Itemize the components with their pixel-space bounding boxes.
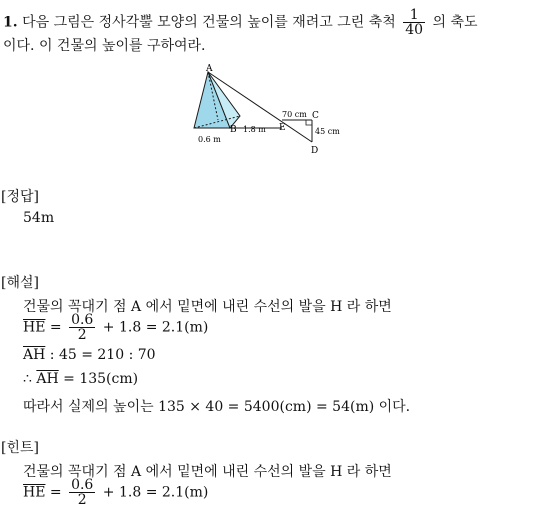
- hint-line-1: 건물의 꼭대기 점 A 에서 밑면에 내린 수선의 발을 H 라 하면: [23, 464, 392, 480]
- hint-equals-sign: =: [49, 484, 62, 501]
- fraction-denominator: 2: [77, 327, 87, 343]
- scale-fraction: [403, 8, 425, 37]
- hint-header: [힌트]: [1, 440, 39, 456]
- ah-segment: $\overline{AH}$: [23, 347, 46, 363]
- label-c: C: [312, 111, 319, 121]
- length-base: 0.6 m: [198, 135, 221, 144]
- answer-value: 54m: [23, 210, 55, 226]
- half-fraction: [69, 313, 95, 342]
- length-70cm: 70 cm: [282, 110, 307, 119]
- problem-number: 1.: [3, 14, 18, 31]
- hint-he-rest: + 1.8 = 2.1(m): [102, 484, 209, 501]
- ah-ratio-rest: : 45 = 210 : 70: [45, 347, 156, 363]
- pyramid-figure: [190, 62, 350, 157]
- solution-therefore: [23, 371, 138, 387]
- problem-line-1: [3, 8, 478, 37]
- label-a: A: [206, 64, 213, 74]
- problem-text-2: 이다. 이 건물의 높이를 구하여라.: [3, 38, 206, 54]
- scale-denominator: 40: [405, 22, 424, 38]
- hint-he-equation: [23, 478, 208, 507]
- ah-value: = 135(cm): [63, 371, 139, 387]
- solution-he-equation: [23, 313, 208, 342]
- he-rest: + 1.8 = 2.1(m): [102, 319, 209, 336]
- length-be: 1.8 m: [243, 125, 266, 134]
- label-d: D: [311, 146, 319, 156]
- solution-final-line: 따라서 실제의 높이는 135 × 40 = 5400(cm) = 54(m) 이다.: [23, 399, 411, 415]
- length-45cm: 45 cm: [315, 127, 340, 136]
- hint-half-fraction: [69, 478, 95, 507]
- hint-he-segment: $\overline{HE}$: [23, 484, 46, 501]
- problem-text-1: 다음 그림은 정사각뿔 모양의 건물의 높이를 재려고 그린 축척: [22, 14, 396, 31]
- hint-fraction-denominator: 2: [77, 492, 87, 508]
- therefore-symbol: ∴: [23, 371, 32, 387]
- fraction-numerator: 0.6: [71, 312, 94, 328]
- solution-header: [해설]: [1, 275, 39, 291]
- equals-sign: =: [49, 319, 62, 336]
- hint-fraction-numerator: 0.6: [71, 477, 94, 493]
- answer-header: [정답]: [1, 189, 39, 205]
- label-e: E: [279, 123, 286, 133]
- label-b: B: [230, 125, 237, 135]
- he-segment: $\overline{HE}$: [23, 319, 46, 336]
- ah-segment-2: $\overline{AH}$: [36, 371, 59, 387]
- solution-ah-ratio: [23, 347, 156, 363]
- scale-numerator: 1: [403, 8, 425, 23]
- problem-text-1b: 의 축도: [432, 14, 478, 31]
- pyramid-shape: [194, 72, 240, 128]
- solution-line-1: 건물의 꼭대기 점 A 에서 밑면에 내린 수선의 발을 H 라 하면: [23, 299, 392, 315]
